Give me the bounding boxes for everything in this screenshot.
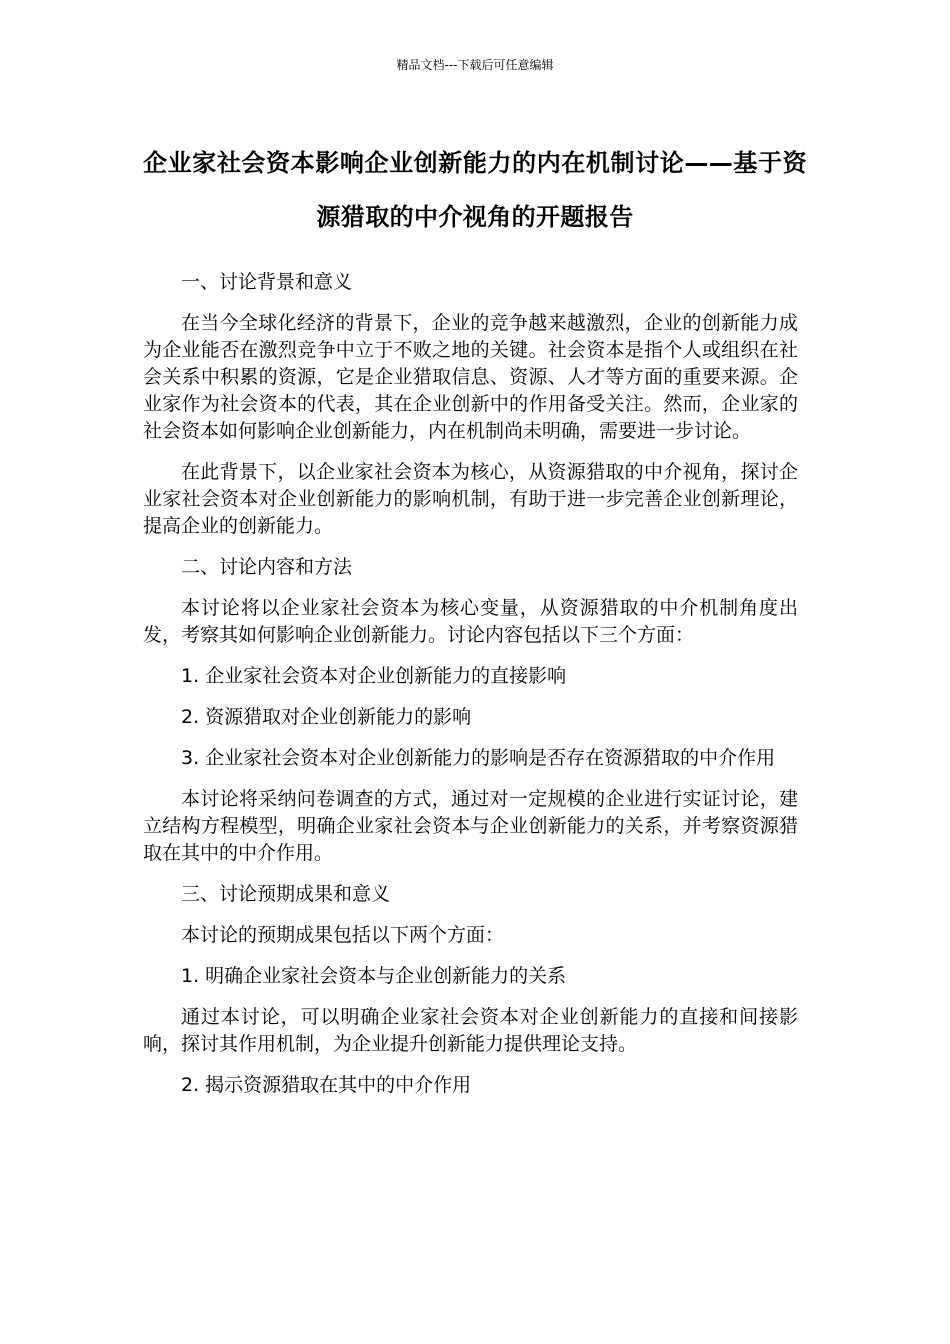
list-item-result-2: 2. 揭示资源猎取在其中的中介作用 [181, 1074, 472, 1096]
paragraph-method: 本讨论将采纳问卷调查的方式，通过对一定规模的企业进行实证讨论，建立结构方程模型，明确企业家社会资本与企业创新能力的关系，并考察资源猎取在其中的中介作用。 [143, 788, 798, 864]
paragraph-background: 在当今全球化经济的背景下，企业的竞争越来越激烈，企业的创新能力成为企业能否在激烈竞争中立于不败之地的关键。社会资本是指个人或组织在社会关系中积累的资源，它是企业猎取信息、资源、人才等方面的重要来源。企业家作为社会资本的代表，其在企业创新中的作用备受关注。然而，企业家的社会资本如何影响企业创新能力，内在机制尚未明确，需要进一步讨论。 [143, 312, 798, 442]
list-item-result-1: 1. 明确企业家社会资本与企业创新能力的关系 [181, 965, 567, 987]
paragraph-content-intro: 本讨论将以企业家社会资本为核心变量，从资源猎取的中介机制角度出发，考察其如何影响企业创新能力。讨论内容包括以下三个方面： [143, 597, 798, 646]
list-item-content-3: 3. 企业家社会资本对企业创新能力的影响是否存在资源猎取的中介作用 [181, 747, 776, 769]
paragraph-result-1-detail: 通过本讨论，可以明确企业家社会资本对企业创新能力的直接和间接影响，探讨其作用机制，为企业提升创新能力提供理论支持。 [143, 1006, 798, 1055]
list-item-content-1: 1. 企业家社会资本对企业创新能力的直接影响 [181, 665, 567, 687]
section-heading-content-method: 二、讨论内容和方法 [181, 556, 353, 578]
section-heading-expected-results: 三、讨论预期成果和意义 [181, 883, 391, 905]
document-title: 企业家社会资本影响企业创新能力的内在机制讨论——基于资源猎取的中介视角的开题报告 [143, 149, 807, 231]
paragraph-results-intro: 本讨论的预期成果包括以下两个方面： [181, 924, 505, 946]
list-item-content-2: 2. 资源猎取对企业创新能力的影响 [181, 706, 472, 728]
paragraph-context: 在此背景下，以企业家社会资本为核心，从资源猎取的中介视角，探讨企业家社会资本对企业创新能力的影响机制，有助于进一步完善企业创新理论，提高企业的创新能力。 [143, 461, 798, 537]
section-heading-background: 一、讨论背景和意义 [181, 271, 353, 293]
page-header: 精品文档---下载后可任意编辑 [396, 58, 554, 72]
document-body [143, 269, 798, 1113]
